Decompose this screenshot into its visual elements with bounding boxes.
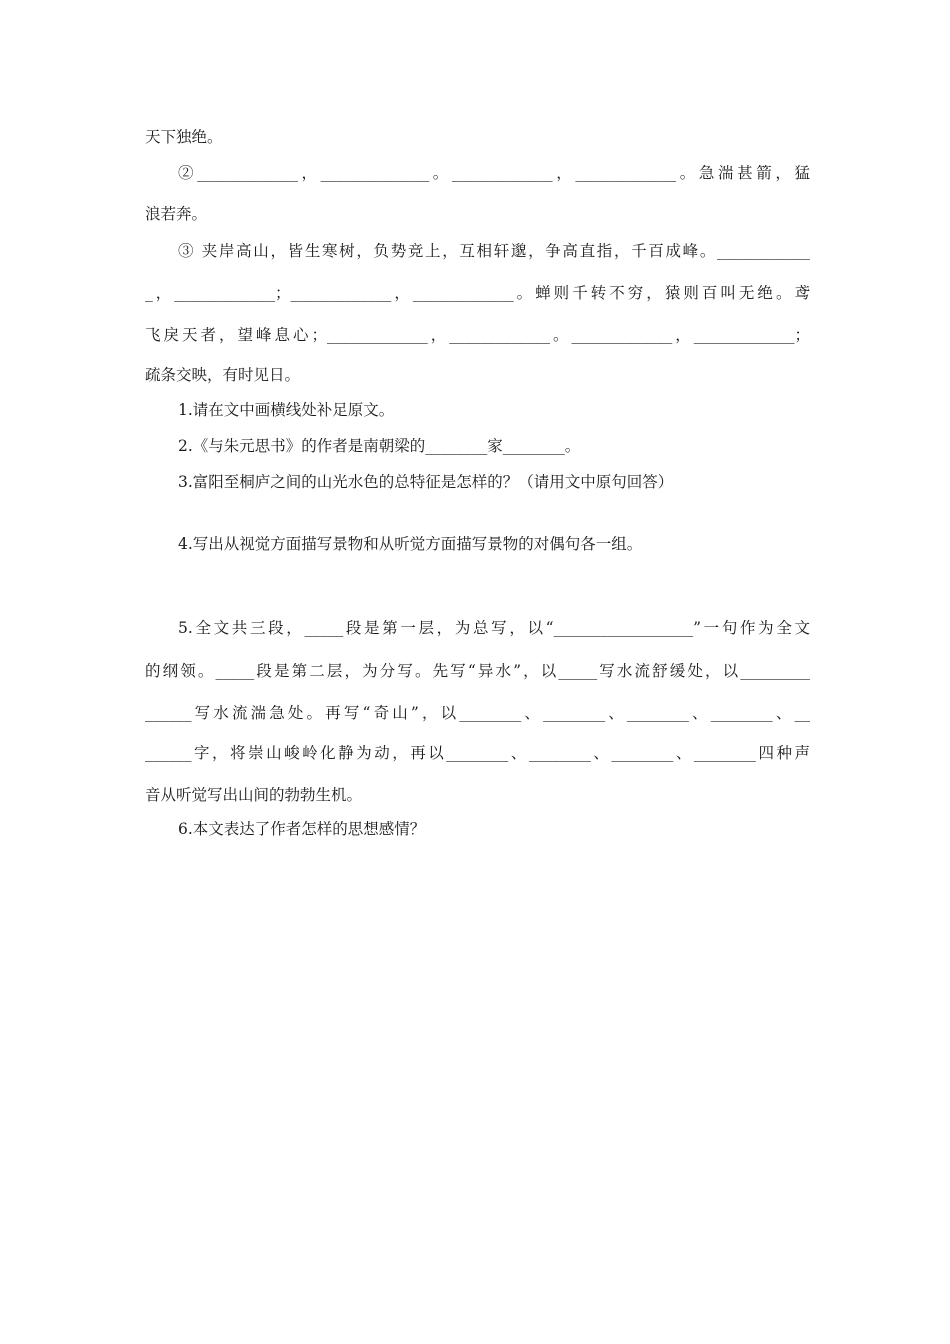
passage-line: 疏条交映，有时见日。 bbox=[145, 366, 301, 384]
passage-line: ②_____________，______________。_____________，_____________。急湍甚箭，猛 bbox=[178, 164, 810, 182]
passage-line: 飞戾天者，望峰息心；_____________，_____________。_____________，_____________； bbox=[145, 326, 810, 344]
passage-line: ③ 夹岸高山，皆生寒树，负势竞上，互相轩邈，争高直指，千百成峰。____________ bbox=[178, 242, 810, 260]
question-5-line: 的纲领。_____段是第二层，为分写。先写“异水”，以_____写水流舒缓处，以_________ bbox=[145, 662, 810, 680]
question-2: 2.《与朱元思书》的作者是南朝梁的________家________。 bbox=[178, 437, 581, 455]
question-4: 4.写出从视觉方面描写景物和从听觉方面描写景物的对偶句各一组。 bbox=[178, 535, 643, 553]
question-3: 3.富阳至桐庐之间的山光水色的总特征是怎样的？（请用文中原句回答） bbox=[178, 473, 674, 491]
question-6: 6.本文表达了作者怎样的思想感情？ bbox=[178, 820, 426, 838]
question-5-line: ______字，将崇山峻岭化静为动，再以________、________、________、________四种声 bbox=[145, 744, 810, 762]
question-5-line: ______写水流湍急处。再写“奇山”，以________、________、________、________、__ bbox=[145, 704, 810, 722]
question-5-line: 音从听觉写出山间的勃勃生机。 bbox=[145, 786, 363, 804]
passage-line: _，_____________；_____________，_____________。蝉则千转不穷，猿则百叫无绝。鸢 bbox=[145, 284, 810, 302]
passage-line: 浪若奔。 bbox=[145, 205, 208, 223]
question-1: 1.请在文中画横线处补足原文。 bbox=[178, 401, 395, 419]
passage-line: 天下独绝。 bbox=[145, 128, 223, 146]
question-5-line: 5.全文共三段，_____段是第一层，为总写，以“__________________”一句作为全文 bbox=[178, 619, 810, 637]
